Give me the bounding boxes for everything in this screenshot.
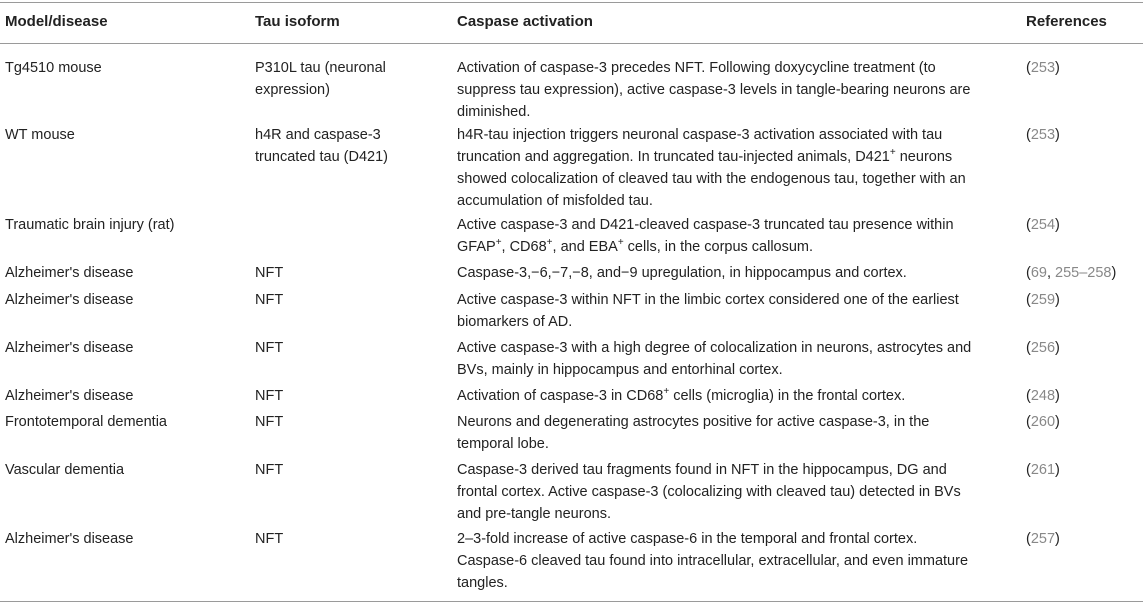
- references-cell: (261): [1026, 462, 1060, 478]
- references-cell: (254): [1026, 217, 1060, 233]
- model-cell: Traumatic brain injury (rat): [5, 217, 175, 233]
- isoform-cell: NFT: [255, 414, 284, 430]
- activation-cell: Activation of caspase-3 precedes NFT. Following doxycycline treatment (to suppress tau expression), active caspase-3 levels in tangle-bearing neurons are diminished.: [457, 60, 971, 120]
- reference-link[interactable]: 256: [1030, 340, 1056, 356]
- header-rule: [0, 43, 1143, 44]
- activation-cell: h4R-tau injection triggers neuronal caspase-3 activation associated with tau truncation and aggregation. In truncated tau-injected animals, D421+ neurons showed colocalization of cleaved tau with the endogenous tau, together with an accumulation of misfolded tau.: [457, 127, 966, 209]
- reference-link[interactable]: 257: [1030, 531, 1056, 547]
- references-cell: (248): [1026, 388, 1060, 404]
- references-cell: (259): [1026, 292, 1060, 308]
- references-cell: (253): [1026, 60, 1060, 76]
- reference-link[interactable]: 254: [1030, 217, 1056, 233]
- activation-cell: Active caspase-3 within NFT in the limbic cortex considered one of the earliest biomarkers of AD.: [457, 292, 959, 330]
- model-cell: Frontotemporal dementia: [5, 414, 167, 430]
- isoform-cell: NFT: [255, 462, 284, 478]
- activation-cell: Caspase-3 derived tau fragments found in NFT in the hippocampus, DG and frontal cortex. Active caspase-3 (colocalizing with cleaved tau) detected in BVs and pre-tangle neurons.: [457, 462, 961, 522]
- isoform-cell: NFT: [255, 292, 284, 308]
- header-activation: Caspase activation: [457, 13, 593, 30]
- isoform-cell: NFT: [255, 265, 284, 281]
- header-isoform: Tau isoform: [255, 13, 340, 30]
- activation-cell: Activation of caspase-3 in CD68+ cells (microglia) in the frontal cortex.: [457, 386, 906, 404]
- model-cell: Alzheimer's disease: [5, 265, 134, 281]
- isoform-cell: NFT: [255, 388, 284, 404]
- model-cell: Alzheimer's disease: [5, 531, 134, 547]
- model-cell: Vascular dementia: [5, 462, 125, 478]
- header-model: Model/disease: [5, 13, 108, 30]
- isoform-cell: P310L tau (neuronal expression): [255, 60, 386, 98]
- reference-link[interactable]: 253: [1030, 60, 1056, 76]
- reference-link[interactable]: 69: [1030, 265, 1047, 281]
- reference-link[interactable]: 259: [1030, 292, 1056, 308]
- reference-link[interactable]: 260: [1030, 414, 1056, 430]
- references-cell: (256): [1026, 340, 1060, 356]
- model-cell: Alzheimer's disease: [5, 340, 134, 356]
- reference-link[interactable]: 261: [1030, 462, 1056, 478]
- bottom-rule: [0, 601, 1143, 602]
- activation-cell: Active caspase-3 with a high degree of colocalization in neurons, astrocytes and BVs, mainly in hippocampus and entorhinal cortex.: [457, 340, 972, 378]
- model-cell: Alzheimer's disease: [5, 292, 134, 308]
- reference-link[interactable]: 255–258: [1055, 265, 1112, 281]
- top-rule: [0, 2, 1143, 3]
- activation-cell: Caspase-3,−6,−7,−8, and−9 upregulation, in hippocampus and cortex.: [457, 265, 907, 281]
- model-cell: Tg4510 mouse: [5, 60, 102, 76]
- reference-link[interactable]: 253: [1030, 127, 1056, 143]
- references-cell: (253): [1026, 127, 1060, 143]
- activation-cell: Active caspase-3 and D421-cleaved caspase-3 truncated tau presence within GFAP+, CD68+, and EBA+ cells, in the corpus callosum.: [457, 217, 954, 255]
- header-references: References: [1026, 13, 1107, 30]
- references-cell: (260): [1026, 414, 1060, 430]
- isoform-cell: NFT: [255, 340, 284, 356]
- activation-cell: Neurons and degenerating astrocytes positive for active caspase-3, in the temporal lobe.: [457, 414, 930, 452]
- model-cell: Alzheimer's disease: [5, 388, 134, 404]
- references-cell: (69, 255–258): [1026, 265, 1117, 281]
- activation-cell: 2–3-fold increase of active caspase-6 in the temporal and frontal cortex. Caspase-6 cleaved tau found into intracellular, extracellular, and even immature tangles.: [457, 531, 969, 591]
- references-cell: (257): [1026, 531, 1060, 547]
- model-cell: WT mouse: [5, 127, 75, 143]
- isoform-cell: NFT: [255, 531, 284, 547]
- isoform-cell: h4R and caspase-3 truncated tau (D421): [255, 127, 388, 165]
- reference-link[interactable]: 248: [1030, 388, 1056, 404]
